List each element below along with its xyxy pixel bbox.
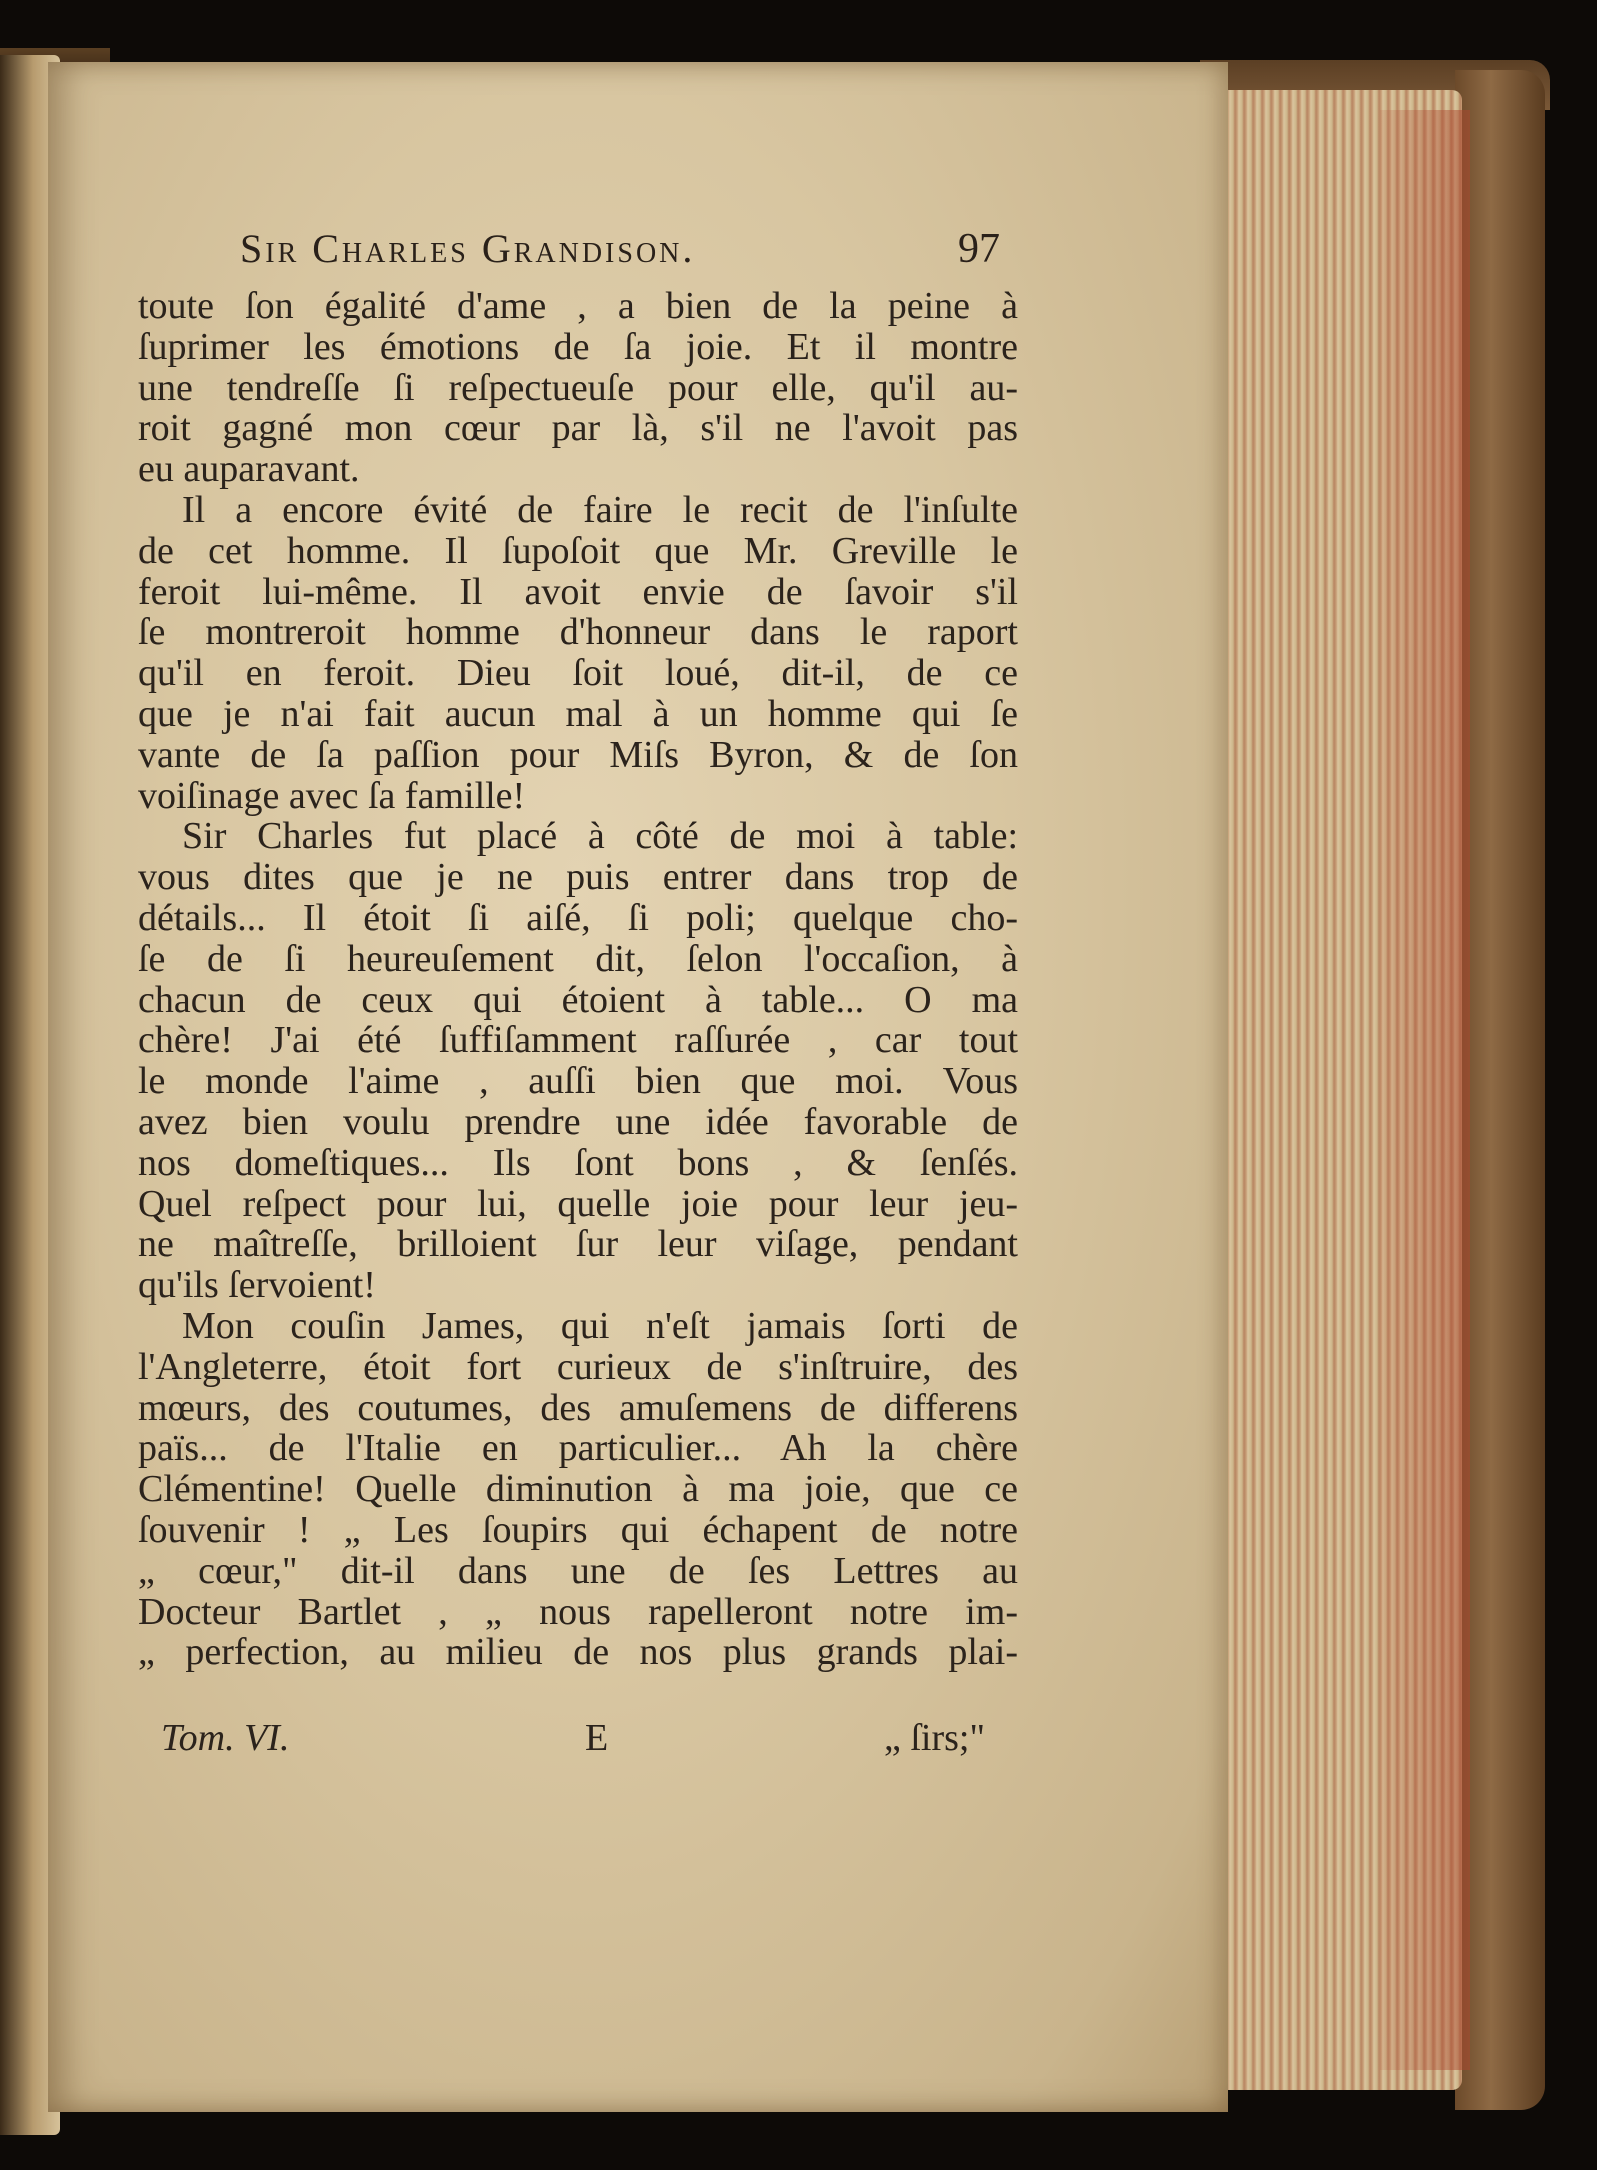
text-line: chère! J'ai été ſuffiſamment raſſurée , car tout bbox=[138, 1019, 1018, 1062]
text-line: voiſinage avec ſa famille! bbox=[138, 774, 526, 817]
text-line: de cet homme. Il ſupoſoit que Mr. Greville le bbox=[138, 529, 1018, 572]
text-line: une tendreſſe ſi reſpectueuſe pour elle, qu'il au- bbox=[138, 366, 1018, 409]
text-line: roit gagné mon cœur par là, s'il ne l'avoit pas bbox=[138, 407, 1018, 450]
text-line: mœurs, des coutumes, des amuſemens de differens bbox=[138, 1386, 1018, 1429]
gathering-mark: E bbox=[585, 1717, 609, 1759]
page-number: 97 bbox=[958, 226, 1000, 272]
text-line: nos domeſtiques... Ils ſont bons , & ſenſés. bbox=[138, 1141, 1018, 1184]
text-line: Mon couſin James, qui n'eſt jamais ſorti de bbox=[182, 1304, 1018, 1347]
text-line: détails... Il étoit ſi aiſé, ſi poli; quelque cho- bbox=[138, 896, 1018, 939]
catchword: „ ſirs;" bbox=[884, 1717, 985, 1759]
body-text bbox=[138, 286, 1018, 1673]
text-line: l'Angleterre, étoit fort curieux de s'inſtruire, des bbox=[138, 1345, 1018, 1388]
text-line: Clémentine! Quelle diminution à ma joie, que ce bbox=[138, 1468, 1018, 1511]
text-line: Sir Charles fut placé à côté de moi à table: bbox=[182, 815, 1018, 858]
text-line: chacun de ceux qui étoient à table... O ma bbox=[138, 978, 1018, 1021]
text-line: feroit lui-même. Il avoit envie de ſavoir s'il bbox=[138, 570, 1018, 613]
text-line: qu'ils ſervoient! bbox=[138, 1264, 376, 1307]
text-line: „ cœur," dit-il dans une de ſes Lettres au bbox=[138, 1549, 1018, 1592]
text-line: ne maîtreſſe, brilloient ſur leur viſage, pendant bbox=[138, 1223, 1018, 1266]
running-head bbox=[240, 225, 1000, 281]
text-line: ſouvenir ! „ Les ſoupirs qui échapent de notre bbox=[138, 1508, 1018, 1551]
text-line: ſe montreroit homme d'honneur dans le raport bbox=[138, 611, 1018, 654]
text-line: le monde l'aime , auſſi bien que moi. Vous bbox=[138, 1060, 1018, 1103]
page-footer bbox=[145, 1716, 985, 1768]
text-line: ſe de ſi heureuſement dit, ſelon l'occaſion, à bbox=[138, 937, 1018, 980]
text-line: vous dites que je ne puis entrer dans trop de bbox=[138, 856, 1018, 899]
running-title: Sir Charles Grandison. bbox=[240, 226, 696, 271]
text-line: Docteur Bartlet , „ nous rapelleront notre im- bbox=[138, 1590, 1018, 1633]
volume-signature: Tom. VI. bbox=[161, 1717, 290, 1759]
text-line: Quel reſpect pour lui, quelle joie pour leur jeu- bbox=[138, 1182, 1018, 1225]
text-line: païs... de l'Italie en particulier... Ah la chère bbox=[138, 1427, 1018, 1470]
text-line: qu'il en feroit. Dieu ſoit loué, dit-il, de ce bbox=[138, 652, 1018, 695]
text-line: „ perfection, au milieu de nos plus grands plai- bbox=[138, 1631, 1018, 1674]
text-line: ſuprimer les émotions de ſa joie. Et il montre bbox=[138, 325, 1018, 368]
red-edge-tint bbox=[1380, 110, 1470, 2070]
text-line: Il a encore évité de faire le recit de l'inſulte bbox=[182, 488, 1018, 531]
text-line: toute ſon égalité d'ame , a bien de la peine à bbox=[138, 285, 1018, 327]
text-line: avez bien voulu prendre une idée favorable de bbox=[138, 1100, 1018, 1143]
text-line: eu auparavant. bbox=[138, 448, 360, 491]
text-line: vante de ſa paſſion pour Miſs Byron, & de ſon bbox=[138, 733, 1018, 776]
text-line: que je n'ai fait aucun mal à un homme qui ſe bbox=[138, 692, 1018, 735]
